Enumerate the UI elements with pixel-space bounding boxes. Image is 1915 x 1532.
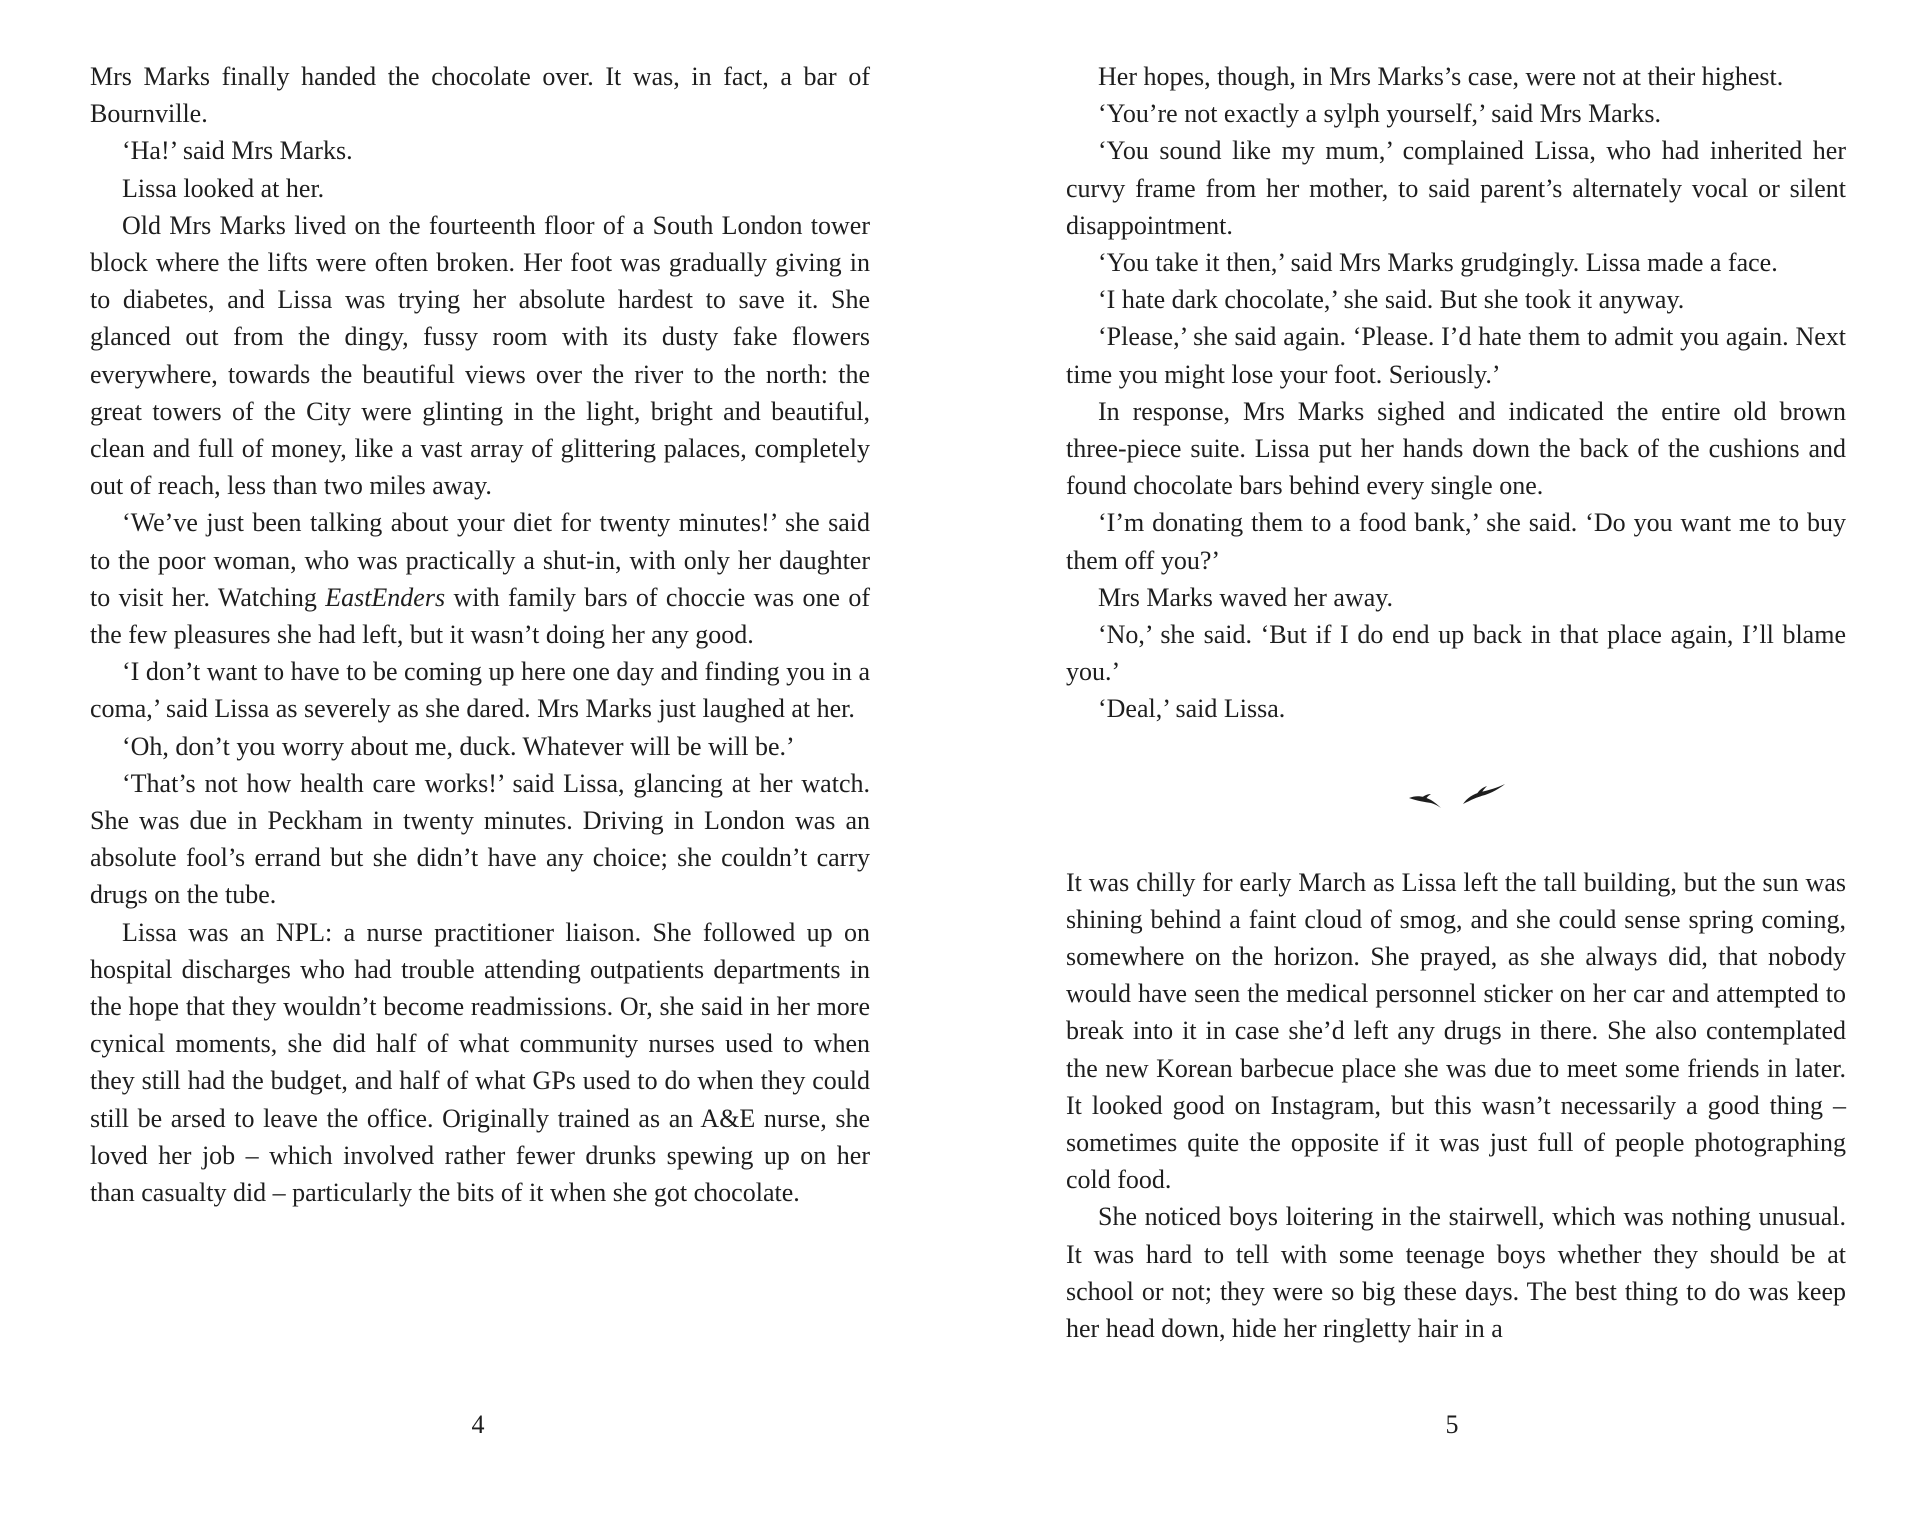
paragraph: In response, Mrs Marks sighed and indicated the entire old brown three-piece suite. Lissa put her hands down the back of the cushions and found chocolate bars behind every single one. [1066,396,1846,501]
paragraph: ‘You’re not exactly a sylph yourself,’ said Mrs Marks. [1098,99,1661,129]
paragraph: It was chilly for early March as Lissa left the tall building, but the sun was shining behind a faint cloud of smog, and she could sense spring coming, somewhere on the horizon. She prayed, as she always did, that nobody would have seen the medical personnel sticker on her car and attempted to break into it in case she’d left any drugs in there. She also contemplated the new Korean barbecue place she was due to meet some friends in later. It looked good on Instagram, but this wasn’t necessarily a good thing – sometimes quite the opposite if it was just full of people photographing cold food. [1066,867,1846,1195]
two-birds-icon [1401,778,1511,814]
tv-show-title: EastEnders [325,582,446,612]
right-page [1066,58,1846,1347]
page-number: 5 [1445,1410,1459,1439]
page-number: 4 [471,1410,485,1439]
paragraph: ‘No,’ she said. ‘But if I do end up back in that place again, I’ll blame you.’ [1066,620,1846,687]
paragraph: ‘I’m donating them to a food bank,’ she said. ‘Do you want me to buy them off you?’ [1066,508,1846,575]
paragraph: Her hopes, though, in Mrs Marks’s case, were not at their highest. [1098,62,1784,91]
paragraph: ‘Deal,’ said Lissa. [1098,694,1286,724]
paragraph: ‘You sound like my mum,’ complained Lissa, who had inherited her curvy frame from her mother, to said parent’s alternately vocal or silent disappointment. [1066,136,1846,240]
paragraph: Mrs Marks waved her away. [1098,582,1394,612]
paragraph: ‘I hate dark chocolate,’ she said. But she took it anyway. [1098,285,1685,315]
paragraph-text: with family bars of choccie was one of the few pleasures she had left, but it wasn’t doing her any good. [90,582,870,650]
paragraph: ‘Oh, don’t you worry about me, duck. Whatever will be will be.’ [122,731,795,761]
paragraph: ‘Ha!’ said Mrs Marks. [122,136,353,166]
left-page [90,58,870,1211]
paragraph: ‘That’s not how health care works!’ said Lissa, glancing at her watch. She was due in Peckham in twenty minutes. Driving in London was an absolute fool’s errand but she didn’t have any choice; she couldn’t carry drugs on the tube. [90,768,870,910]
paragraph: Old Mrs Marks lived on the fourteenth floor of a South London tower block where the lifts were often broken. Her foot was gradually giving in to diabetes, and Lissa was trying her absolute hardest to save it. She glanced out from the dingy, fussy room with its dusty fake flowers everywhere, towards the beautiful views over the river to the north: the great towers of the City were glinting in the light, bright and beautiful, clean and full of money, like a vast array of glittering palaces, completely out of reach, less than two miles away. [90,210,870,501]
paragraph: Mrs Marks finally handed the chocolate over. It was, in fact, a bar of Bournville. [90,62,870,129]
paragraph: ‘You take it then,’ said Mrs Marks grudgingly. Lissa made a face. [1098,248,1778,278]
section-break [1066,728,1846,864]
paragraph: Lissa was an NPL: a nurse practitioner liaison. She followed up on hospital discharges who had trouble attending outpatients departments in the hope that they wouldn’t become readmissions. Or, she said in her more cynical moments, she did half of what community nurses used to when they still had the budget, and half of what GPs used to do when they could still be arsed to leave the office. Originally trained as an A&E nurse, she loved her job – which involved rather fewer drunks spewing up on her than casualty did – particularly the bits of it when she got chocolate. [90,917,870,1208]
paragraph: ‘I don’t want to have to be coming up here one day and finding you in a coma,’ said Lissa as severely as she dared. Mrs Marks just laughed at her. [90,657,870,724]
paragraph [90,504,870,653]
paragraph: ‘Please,’ she said again. ‘Please. I’d hate them to admit you again. Next time you might lose your foot. Seriously.’ [1066,322,1846,389]
paragraph-text: ‘We’ve just been talking about your diet for twenty minutes!’ she said to the poor woman, who was practically a shut-in, with only her daughter to visit her. Watching [90,508,870,612]
paragraph: She noticed boys loitering in the stairwell, which was nothing unusual. It was hard to tell with some teenage boys whether they should be at school or not; they were so big these days. The best thing to do was keep her head down, hide her ringletty hair in a [1066,1202,1846,1344]
paragraph: Lissa looked at her. [122,173,325,203]
